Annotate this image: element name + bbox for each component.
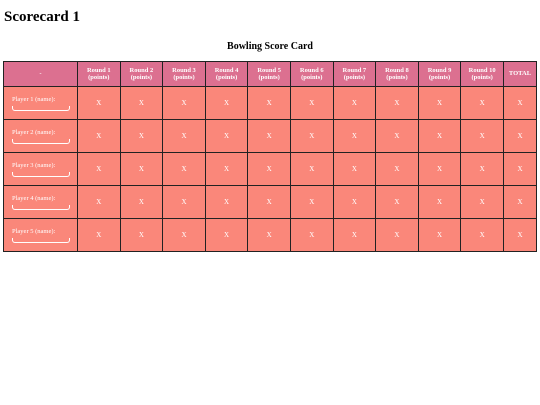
score-cell[interactable] bbox=[205, 153, 248, 186]
round-unit: (points) bbox=[428, 74, 451, 81]
score-cell[interactable] bbox=[461, 219, 504, 252]
score-value: X bbox=[351, 132, 357, 140]
score-cell[interactable] bbox=[333, 153, 376, 186]
player-label: Player 5 (name): bbox=[12, 227, 56, 235]
score-cell[interactable] bbox=[376, 153, 419, 186]
round-unit: (points) bbox=[343, 74, 366, 81]
round-label: Round 9 bbox=[427, 66, 452, 74]
score-value: X bbox=[394, 198, 400, 206]
score-cell[interactable] bbox=[163, 219, 206, 252]
round-label: Round 1 bbox=[86, 66, 111, 74]
score-value: X bbox=[351, 165, 357, 173]
score-value: X bbox=[138, 99, 144, 107]
header-row bbox=[4, 62, 537, 87]
round-unit: (points) bbox=[215, 74, 238, 81]
player-name-cell bbox=[4, 87, 78, 120]
score-cell[interactable] bbox=[163, 120, 206, 153]
score-value: X bbox=[96, 165, 102, 173]
score-value: X bbox=[479, 198, 485, 206]
score-cell[interactable] bbox=[461, 87, 504, 120]
round-label: Round 2 bbox=[129, 66, 154, 74]
score-cell[interactable] bbox=[376, 186, 419, 219]
round-unit: (points) bbox=[471, 74, 493, 81]
score-value: X bbox=[351, 198, 357, 206]
score-cell[interactable] bbox=[290, 219, 333, 252]
scorecard-title: Bowling Score Card bbox=[227, 41, 313, 52]
player-name-input[interactable] bbox=[12, 205, 70, 210]
round-label: Round 8 bbox=[385, 66, 409, 74]
round-label: Round 6 bbox=[299, 66, 324, 74]
round-header-6 bbox=[290, 62, 333, 87]
score-value: X bbox=[138, 165, 144, 173]
round-header-10 bbox=[461, 62, 504, 87]
round-unit: (points) bbox=[386, 74, 408, 81]
score-cell[interactable] bbox=[205, 219, 248, 252]
score-cell[interactable] bbox=[376, 219, 419, 252]
player-row-1 bbox=[4, 87, 537, 120]
score-value: X bbox=[224, 231, 230, 239]
player-label: Player 3 (name): bbox=[12, 161, 56, 169]
round-header-2 bbox=[120, 62, 163, 87]
score-cell[interactable] bbox=[248, 219, 291, 252]
round-header-9 bbox=[418, 62, 461, 87]
player-name-input[interactable] bbox=[12, 106, 70, 111]
score-cell[interactable] bbox=[163, 87, 206, 120]
score-value: X bbox=[266, 165, 272, 173]
score-value: X bbox=[479, 99, 485, 107]
score-value: X bbox=[437, 99, 443, 107]
score-cell[interactable] bbox=[418, 219, 461, 252]
score-value: X bbox=[437, 165, 443, 173]
score-cell[interactable] bbox=[248, 120, 291, 153]
score-value: X bbox=[266, 198, 272, 206]
score-cell[interactable] bbox=[120, 153, 163, 186]
score-cell[interactable] bbox=[290, 186, 333, 219]
score-value: X bbox=[479, 231, 485, 239]
round-label: Round 4 bbox=[214, 66, 239, 74]
score-value: X bbox=[138, 198, 144, 206]
score-cell[interactable] bbox=[376, 120, 419, 153]
total-cell: X bbox=[503, 153, 536, 186]
score-value: X bbox=[437, 198, 443, 206]
score-cell[interactable] bbox=[333, 87, 376, 120]
score-cell[interactable] bbox=[163, 186, 206, 219]
score-cell[interactable] bbox=[120, 87, 163, 120]
score-cell[interactable] bbox=[290, 120, 333, 153]
player-name-input[interactable] bbox=[12, 238, 70, 243]
score-value: X bbox=[394, 132, 400, 140]
score-cell[interactable] bbox=[418, 120, 461, 153]
round-header-8 bbox=[376, 62, 419, 87]
player-label: Player 2 (name): bbox=[12, 128, 56, 136]
score-value: X bbox=[479, 165, 485, 173]
player-name-cell bbox=[4, 219, 78, 252]
score-cell[interactable] bbox=[461, 120, 504, 153]
score-value: X bbox=[181, 132, 187, 140]
round-unit: (points) bbox=[130, 74, 153, 81]
score-value: X bbox=[224, 99, 230, 107]
player-row-5 bbox=[4, 219, 537, 252]
round-unit: (points) bbox=[88, 74, 110, 81]
round-header-7 bbox=[333, 62, 376, 87]
total-cell: X bbox=[503, 87, 536, 120]
page-title: Scorecard 1 bbox=[4, 9, 80, 25]
score-cell[interactable] bbox=[461, 186, 504, 219]
score-value: X bbox=[138, 132, 144, 140]
score-cell[interactable] bbox=[205, 186, 248, 219]
score-value: X bbox=[309, 132, 315, 140]
score-cell[interactable] bbox=[418, 186, 461, 219]
round-label: Round 3 bbox=[172, 66, 196, 74]
player-name-input[interactable] bbox=[12, 172, 70, 177]
score-cell[interactable] bbox=[205, 120, 248, 153]
player-row-2 bbox=[4, 120, 537, 153]
round-header-1 bbox=[78, 62, 121, 87]
score-cell[interactable] bbox=[205, 87, 248, 120]
total-header: TOTAL bbox=[503, 62, 536, 87]
score-cell[interactable] bbox=[120, 219, 163, 252]
score-value: X bbox=[266, 231, 272, 239]
round-unit: (points) bbox=[258, 74, 280, 81]
round-header-4 bbox=[205, 62, 248, 87]
score-value: X bbox=[309, 198, 315, 206]
score-cell[interactable] bbox=[78, 186, 121, 219]
player-name-cell bbox=[4, 120, 78, 153]
player-name-input[interactable] bbox=[12, 139, 70, 144]
corner-label: - bbox=[39, 70, 42, 77]
total-cell: X bbox=[503, 186, 536, 219]
round-label: Round 10 bbox=[468, 66, 496, 74]
score-value: X bbox=[181, 198, 187, 206]
player-name-cell bbox=[4, 186, 78, 219]
score-value: X bbox=[181, 231, 187, 239]
score-value: X bbox=[181, 165, 187, 173]
total-cell: X bbox=[503, 120, 536, 153]
score-value: X bbox=[96, 99, 102, 107]
score-value: X bbox=[96, 231, 102, 239]
score-value: X bbox=[479, 132, 485, 140]
score-value: X bbox=[96, 132, 102, 140]
round-label: Round 5 bbox=[257, 66, 281, 74]
score-cell[interactable] bbox=[78, 219, 121, 252]
round-header-3 bbox=[163, 62, 206, 87]
score-value: X bbox=[437, 132, 443, 140]
score-value: X bbox=[309, 165, 315, 173]
score-value: X bbox=[138, 231, 144, 239]
score-value: X bbox=[266, 99, 272, 107]
score-cell[interactable] bbox=[78, 153, 121, 186]
player-name-cell bbox=[4, 153, 78, 186]
score-cell[interactable] bbox=[418, 87, 461, 120]
score-cell[interactable] bbox=[78, 120, 121, 153]
score-value: X bbox=[309, 231, 315, 239]
score-value: X bbox=[224, 198, 230, 206]
score-table bbox=[3, 61, 537, 252]
score-cell[interactable] bbox=[333, 219, 376, 252]
round-unit: (points) bbox=[173, 74, 195, 81]
score-value: X bbox=[351, 231, 357, 239]
player-label: Player 4 (name): bbox=[12, 194, 56, 202]
score-cell[interactable] bbox=[461, 153, 504, 186]
score-value: X bbox=[394, 231, 400, 239]
score-cell[interactable] bbox=[78, 87, 121, 120]
player-label: Player 1 (name): bbox=[12, 95, 56, 103]
score-cell[interactable] bbox=[248, 186, 291, 219]
player-row-4 bbox=[4, 186, 537, 219]
round-unit: (points) bbox=[301, 74, 323, 81]
round-label: Round 7 bbox=[342, 66, 367, 74]
score-value: X bbox=[309, 99, 315, 107]
score-value: X bbox=[437, 231, 443, 239]
score-cell[interactable] bbox=[248, 87, 291, 120]
player-row-3 bbox=[4, 153, 537, 186]
score-value: X bbox=[394, 165, 400, 173]
score-value: X bbox=[181, 99, 187, 107]
total-cell: X bbox=[503, 219, 536, 252]
score-value: X bbox=[224, 165, 230, 173]
score-cell[interactable] bbox=[163, 153, 206, 186]
score-cell[interactable] bbox=[290, 87, 333, 120]
score-value: X bbox=[96, 198, 102, 206]
score-value: X bbox=[394, 99, 400, 107]
score-value: X bbox=[224, 132, 230, 140]
round-header-5 bbox=[248, 62, 291, 87]
table-body bbox=[4, 87, 537, 252]
score-cell[interactable] bbox=[376, 87, 419, 120]
score-cell[interactable] bbox=[120, 186, 163, 219]
score-value: X bbox=[351, 99, 357, 107]
score-cell[interactable] bbox=[333, 120, 376, 153]
score-cell[interactable] bbox=[290, 153, 333, 186]
score-cell[interactable] bbox=[248, 153, 291, 186]
score-cell[interactable] bbox=[120, 120, 163, 153]
score-value: X bbox=[266, 132, 272, 140]
corner-header bbox=[4, 62, 78, 87]
score-cell[interactable] bbox=[333, 186, 376, 219]
score-cell[interactable] bbox=[418, 153, 461, 186]
